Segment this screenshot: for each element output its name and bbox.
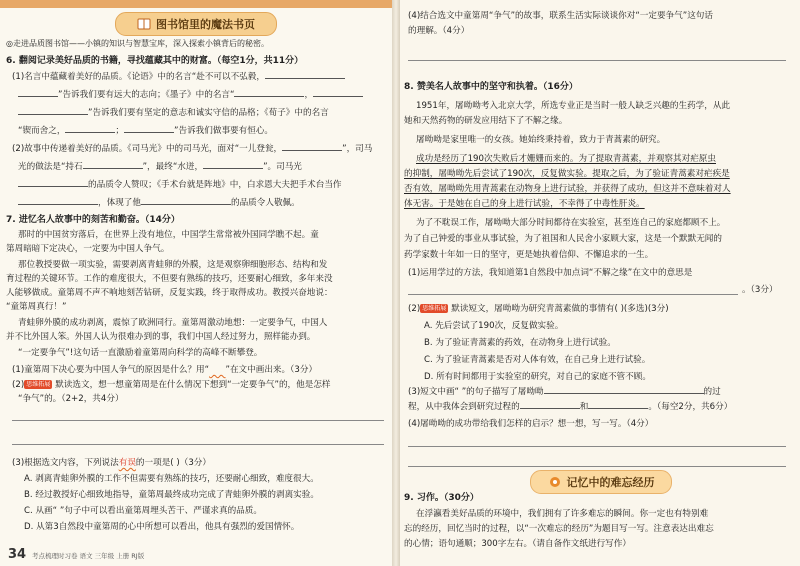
q7-sub2: (2) 思维拓展 默读选文，想一想童第周是在什么情况下想到“一定要争气”的，他是怎样	[12, 380, 331, 390]
option-a[interactable]: A. 剥离青蛙卵外膜的工作不但需要有熟练的技巧，还要耐心细致，难度很大。	[24, 474, 319, 484]
page-number: 34	[8, 547, 27, 562]
q8-line10: 药学家数十年如一日的坚守，更是她执着信仰、不懈追求的一生。	[404, 250, 654, 260]
banner-title: 图书馆里的魔法书页	[156, 18, 255, 31]
q7-para1-line2: 第周暗暗下定决心，一定要为中国人争气。	[6, 244, 170, 254]
q8-line6: 否有效，屠呦呦先用青蒿素在动物身上进行试验，并获得了成功，但这并不意味着对人	[404, 184, 731, 194]
q7-sub4-line1: (4)结合选文中童第周“争气”的故事，联系生活实际谈谈你对“一定要争气”这句话	[408, 11, 713, 21]
answer-line[interactable]	[408, 466, 786, 467]
q8-sub1: (1)运用学过的方法，我知道第1自然段中加点词“不解之缘”在文中的意思是	[408, 268, 693, 278]
answer-line[interactable]	[408, 60, 786, 61]
left-page	[0, 0, 392, 566]
q7-para3-line2: 并不比外国人笨。外国人认为很难办到的事，我们中国人经过努力，照样能办到。	[6, 332, 316, 342]
question-9-title: 9. 习作。（30分）	[404, 493, 479, 503]
answer-line[interactable]	[408, 294, 738, 295]
q6-line5: (2)故事中传递着美好的品质。《司马光》中的司马光，面对“一儿登瓮， ”，司马	[12, 144, 373, 154]
option-c[interactable]: C. 为了验证青蒿素是否对人体有效，在自己身上进行试验。	[424, 355, 651, 365]
q8-sub2: (2) 思维拓展 默读短文，屠呦呦为研究青蒿素做的事情有( )(多选)(3分)	[408, 304, 669, 314]
q6-line3: ”告诉我们要有坚定的意志和诚实守信的品格；《荀子》中的名言	[18, 107, 329, 120]
q8-sub3-line1: (3)短文中画“ ”的句子描写了屠呦呦 的过	[408, 387, 721, 397]
question-6-title: 6. 翻阅记录美好品质的书籍，寻找蕴藏其中的财富。（每空1分，共11分）	[6, 56, 304, 66]
option-b[interactable]: B. 经过教授好心细致地指导，童第周最终成功完成了青蛙卵外膜的剥离实验。	[24, 490, 319, 500]
q8-sub4: (4)屠呦呦的成功带给我们怎样的启示？想一想，写一写。（4分）	[408, 419, 654, 429]
q8-line5: 的抑制，屠呦呦先后尝试了190次，反复做实验。提取之后，为了验证青蒿素对疟疾是	[404, 169, 730, 179]
option-c[interactable]: C. 从画“ ”句子中可以看出童第周埋头苦干、严谨求真的品质。	[24, 506, 262, 516]
q7-para2-line3: 人能够做成。童第周不声不响地刻苦钻研，反复实践，终于取得成功。教授兴奋地说：	[6, 288, 333, 298]
sparkle-icon	[548, 475, 562, 489]
option-d[interactable]: D. 从第3自然段中童第周的心中所想可以看出，他具有强烈的爱国情怀。	[24, 522, 300, 532]
q6-line8: ，体现了他 的品质令人敬佩。	[18, 197, 300, 210]
q7-para2-line1: 那位教授要做一项实验，需要剥离青蛙卵的外膜，这是观察卵细胞形态、结构和发	[18, 260, 328, 270]
thinking-tag: 思维拓展	[26, 381, 51, 388]
q7-sub2-line2: “争气”的。（2+2，共4分）	[18, 394, 124, 404]
option-d[interactable]: D. 所有时间都用于实验室的研究，对自己的家庭不管不顾。	[424, 372, 651, 382]
q6-line1: (1)名言中蕴藏着美好的品质。《论语》中的名言“赴不可以不弘毅，	[12, 71, 345, 84]
footer-text: 考点梳理时习卷 语文 三年级 上册 RJ版	[32, 552, 145, 560]
answer-line[interactable]	[12, 420, 384, 421]
q7-para1-line1: 那时的中国贫穷落后，在世界上没有地位，中国学生常常被外国同学瞧不起。童	[18, 230, 319, 240]
section-banner	[115, 12, 277, 36]
answer-line[interactable]	[408, 446, 786, 447]
section-banner-2	[530, 470, 672, 494]
q8-line1: 1951年，屠呦呦考入北京大学，所选专业正是当时一般人缺乏兴趣的生药学，从此	[416, 101, 731, 111]
q6-line2: ”告诉我们要有远大的志向；《墨子》中的名言“ ，	[18, 89, 363, 102]
q7-sub3: (3)根据选文内容，下列说法有误的一项是( )（3分）	[12, 458, 211, 468]
intro-text: ◎走进品质图书馆——小镇的知识与智慧宝库，深入探索小镇背后的秘密。	[6, 39, 269, 48]
q8-line3: 屠呦呦是家里唯一的女孩。她始终秉持着，致力于青蒿素的研究。	[416, 135, 666, 145]
q9-line2: 忘的经历，回忆当时的过程，以“一次难忘的经历”为题目写一写。注意表达出难忘	[404, 524, 714, 534]
q6-line6: 光的做法是“持石 ”，最终“水迸， ”。司马光	[18, 162, 302, 172]
right-page	[400, 0, 800, 566]
q8-line4: 成功是经历了190次失败后才姗姗而来的。为了提取青蒿素，并观察其对疟原虫	[416, 154, 716, 164]
q8-line2: 她和天然药物的研发应用结下了不解之缘。	[404, 116, 568, 126]
answer-line[interactable]	[12, 444, 384, 445]
q7-para2-line4: “童第周真行！”	[6, 302, 67, 312]
q8-sub1-score: 。（3分）	[742, 285, 778, 295]
q8-line9: 为了自己钟爱的事业从事试验，为了祖国和人民舍小家顾大家，这是一个默默无闻的	[404, 234, 722, 244]
q7-sub1: (1)童第周下决心要为中国人争气的原因是什么？用“ ”在文中画出来。（3分）	[12, 365, 318, 375]
q7-sub4-line2: 的理解。（4分）	[408, 26, 470, 36]
option-a[interactable]: A. 先后尝试了190次，反复做实验。	[424, 321, 564, 331]
question-7-title: 7. 进忆名人故事中的刻苦和勤奋。（14分）	[6, 215, 180, 225]
error-keyword: 有误	[118, 458, 136, 468]
q6-line7: 的品质令人赞叹；《手术台就是阵地》中，白求恩大夫把手术台当作	[18, 179, 342, 192]
book-gutter	[392, 0, 400, 566]
top-decoration	[0, 0, 392, 8]
option-b[interactable]: B. 为了验证青蒿素的药效，在动物身上进行试验。	[424, 338, 616, 348]
question-8-title: 8. 赞美名人故事中的坚守和执着。（16分）	[404, 82, 578, 92]
q8-sub3-line2: 程，从中我体会到研究过程的 和 。（每空2分，共6分）	[408, 402, 733, 412]
book-icon	[137, 17, 151, 31]
q9-line3: 的心情；语句通顺；300字左右。（请自备作文纸进行写作）	[404, 539, 631, 549]
banner2-title: 记忆中的难忘经历	[566, 476, 655, 489]
q7-para2-line2: 育过程的关键环节。工作的难度很大，不但要有熟练的技巧，还要耐心细致，多年来没	[6, 274, 333, 284]
q8-line7: 体无害。于是她在自己的身上进行试验，不幸得了中毒性肝炎。	[404, 199, 645, 209]
thinking-tag: 思维拓展	[422, 305, 447, 312]
q8-line8: 为了不耽误工作，屠呦呦大部分时间都待在实验室，甚至连自己的家庭都顾不上。	[416, 218, 726, 228]
q7-para4: “一定要争气”!这句话一直激励着童第周向科学的高峰不断攀登。	[18, 348, 263, 358]
q9-line1: 在浮瀛看美好品质的环境中，我们拥有了许多难忘的瞬间。你一定也有特别难	[416, 509, 709, 519]
q7-para3-line1: 青蛙卵外膜的成功剥离，震惊了欧洲同行。童第周激动地想：一定要争气，中国人	[18, 318, 328, 328]
q6-line4: “锲而舍之， ； ”告诉我们做事要有恒心。	[18, 126, 274, 136]
